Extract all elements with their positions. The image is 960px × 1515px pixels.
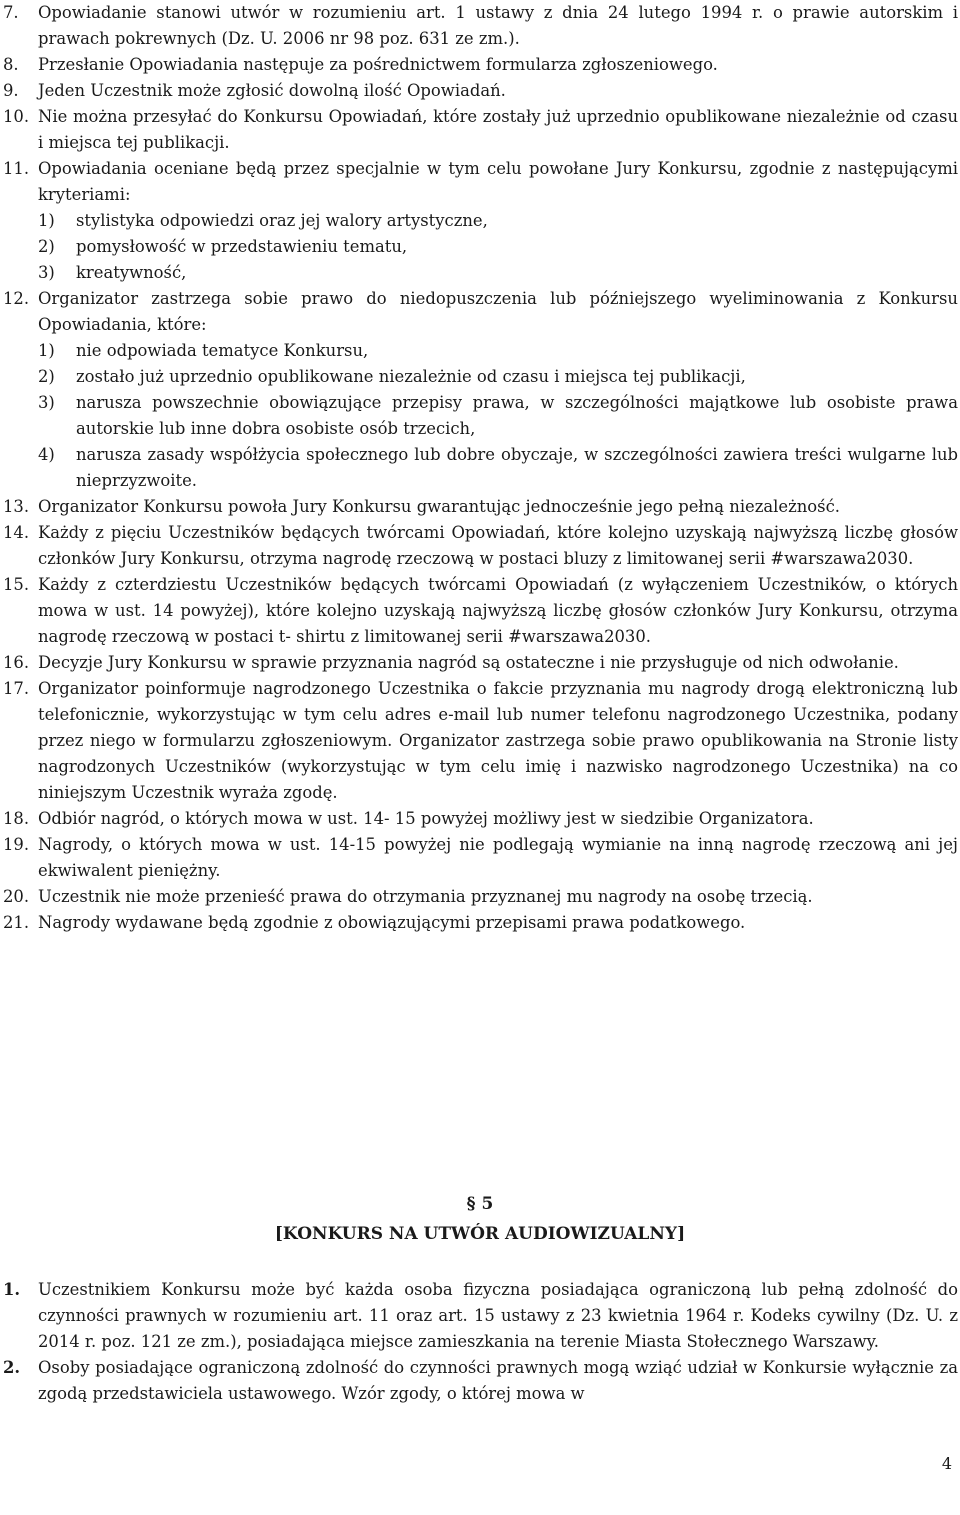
item-text: Nagrody, o których mowa w ust. 14-15 powyżej nie podlegają wymianie na inną nagrodę rzeczową ani jej ekwiwalent pieniężny. xyxy=(38,835,958,880)
list-item-16 xyxy=(0,650,958,676)
item-number: 10. xyxy=(3,107,30,126)
sub-text: nie odpowiada tematyce Konkursu, xyxy=(76,341,369,360)
exclusion-item-3 xyxy=(38,390,958,442)
item-text: Uczestnik nie może przenieść prawa do otrzymania przyznanej mu nagrody na osobę trzecią. xyxy=(38,887,813,906)
item-number: 18. xyxy=(3,809,30,828)
list-item-19 xyxy=(0,832,958,884)
section-symbol: § 5 xyxy=(466,1194,494,1214)
list-item-12 xyxy=(0,286,958,494)
item-number: 2. xyxy=(3,1358,21,1377)
sub-number: 2) xyxy=(38,367,55,386)
list-item-10 xyxy=(0,104,958,156)
item-number: 8. xyxy=(3,55,19,74)
list-item-15 xyxy=(0,572,958,650)
item-number: 16. xyxy=(3,653,30,672)
sub-number: 2) xyxy=(38,237,55,256)
sub-number: 3) xyxy=(38,393,55,412)
list-item-18 xyxy=(0,806,958,832)
item-text: Odbiór nagród, o których mowa w ust. 14- 15 powyżej możliwy jest w siedzibie Organizatora. xyxy=(38,809,814,828)
section5-item-2 xyxy=(0,1355,958,1407)
item-number: 13. xyxy=(3,497,30,516)
item-number: 17. xyxy=(3,679,30,698)
item-text: Każdy z czterdziestu Uczestników będących twórcami Opowiadań (z wyłączeniem Uczestników, o których mowa w ust. 14 powyżej), które kolejno uzyskają najwyższą liczbę głosów członków Jury Konkursu, otrzyma nagrodę rzeczową w postaci t- shirtu z limitowanej serii #warszawa2030. xyxy=(38,575,958,646)
item-text: Jeden Uczestnik może zgłosić dowolną ilość Opowiadań. xyxy=(38,81,506,100)
list-item-7 xyxy=(0,0,958,52)
item-number: 15. xyxy=(3,575,30,594)
item-text: Osoby posiadające ograniczoną zdolność do czynności prawnych mogą wziąć udział w Konkursie wyłącznie za zgodą przedstawiciela ustawowego. Wzór zgody, o której mowa w xyxy=(38,1358,958,1403)
item-text: Organizator zastrzega sobie prawo do niedopuszczenia lub późniejszego wyeliminowania z Konkursu Opowiadania, które: xyxy=(38,289,958,334)
item-text: Każdy z pięciu Uczestników będących twórcami Opowiadań, które kolejno uzyskają najwyższą liczbę głosów członków Jury Konkursu, otrzyma nagrodę rzeczową w postaci bluzy z limitowanej serii #warszawa2030. xyxy=(38,523,958,568)
section-title: [KONKURS NA UTWÓR AUDIOWIZUALNY] xyxy=(274,1224,686,1244)
list-item-14 xyxy=(0,520,958,572)
exclusion-item-2 xyxy=(38,364,958,390)
item-text: Organizator poinformuje nagrodzonego Uczestnika o fakcie przyznania mu nagrody drogą elektroniczną lub telefonicznie, wykorzystując w tym celu adres e-mail lub numer telefonu nagrodzonego Uczestnika, podany przez niego w formularzu zgłoszeniowym. Organizator zastrzega sobie prawo opublikowania na Stronie listy nagrodzonych Uczestników (wykorzystując w tym celu imię i nazwisko nagrodzonego Uczestnika) na co niniejszym Uczestnik wyraża zgodę. xyxy=(38,679,958,802)
item-text: Opowiadania oceniane będą przez specjalnie w tym celu powołane Jury Konkursu, zgodnie z następującymi kryteriami: xyxy=(38,159,958,204)
item-number: 9. xyxy=(3,81,19,100)
item-number: 12. xyxy=(3,289,30,308)
item-number: 14. xyxy=(3,523,30,542)
item-text: Nie można przesyłać do Konkursu Opowiadań, które zostały już uprzednio opublikowane niezależnie od czasu i miejsca tej publikacji. xyxy=(38,107,958,152)
sub-number: 3) xyxy=(38,263,55,282)
item-number: 20. xyxy=(3,887,30,906)
item-text: Uczestnikiem Konkursu może być każda osoba fizyczna posiadająca ograniczoną lub pełną zdolność do czynności prawnych w rozumieniu art. 11 oraz art. 15 ustawy z 23 kwietnia 1964 r. Kodeks cywilny (Dz. U. z 2014 r. poz. 121 ze zm.), posiadająca miejsce zamieszkania na terenie Miasta Stołecznego Warszawy. xyxy=(38,1280,958,1351)
sub-text: zostało już uprzednio opublikowane niezależnie od czasu i miejsca tej publikacji, xyxy=(76,367,746,386)
item-number: 11. xyxy=(3,159,30,178)
item-text: Nagrody wydawane będą zgodnie z obowiązującymi przepisami prawa podatkowego. xyxy=(38,913,746,932)
criteria-item-1 xyxy=(38,208,958,234)
section-5-list xyxy=(0,1277,958,1407)
item-number: 21. xyxy=(3,913,30,932)
item-number: 7. xyxy=(3,3,19,22)
list-item-11 xyxy=(0,156,958,286)
criteria-item-3 xyxy=(38,260,958,286)
list-item-17 xyxy=(0,676,958,806)
list-item-13 xyxy=(0,494,958,520)
exclusion-item-4 xyxy=(38,442,958,494)
page-number: 4 xyxy=(941,1454,952,1473)
list-item-8 xyxy=(0,52,958,78)
sub-number: 4) xyxy=(38,445,55,464)
item-text: Organizator Konkursu powoła Jury Konkursu gwarantując jednocześnie jego pełną niezależność. xyxy=(38,497,840,516)
list-item-20 xyxy=(0,884,958,910)
section5-item-1 xyxy=(0,1277,958,1355)
list-item-9 xyxy=(0,78,958,104)
item-text: Opowiadanie stanowi utwór w rozumieniu art. 1 ustawy z dnia 24 lutego 1994 r. o prawie autorskim i prawach pokrewnych (Dz. U. 2006 nr 98 poz. 631 ze zm.). xyxy=(38,3,958,48)
sub-number: 1) xyxy=(38,211,55,230)
sub-text: narusza zasady współżycia społecznego lub dobre obyczaje, w szczególności zawiera treści wulgarne lub nieprzyzwoite. xyxy=(76,445,958,490)
item-text: Przesłanie Opowiadania następuje za pośrednictwem formularza zgłoszeniowego. xyxy=(38,55,718,74)
sub-text: kreatywność, xyxy=(76,263,187,282)
sub-text: pomysłowość w przedstawieniu tematu, xyxy=(76,237,408,256)
criteria-item-2 xyxy=(38,234,958,260)
list-item-21 xyxy=(0,910,958,936)
item-text: Decyzje Jury Konkursu w sprawie przyznania nagród są ostateczne i nie przysługuje od nich odwołanie. xyxy=(38,653,899,672)
item-number: 1. xyxy=(3,1280,21,1299)
exclusion-item-1 xyxy=(38,338,958,364)
item-number: 19. xyxy=(3,835,30,854)
sub-number: 1) xyxy=(38,341,55,360)
sub-text: stylistyka odpowiedzi oraz jej walory artystyczne, xyxy=(76,211,488,230)
sub-text: narusza powszechnie obowiązujące przepisy prawa, w szczególności majątkowe lub osobiste prawa autorskie lub inne dobra osobiste osób trzecich, xyxy=(76,393,958,438)
